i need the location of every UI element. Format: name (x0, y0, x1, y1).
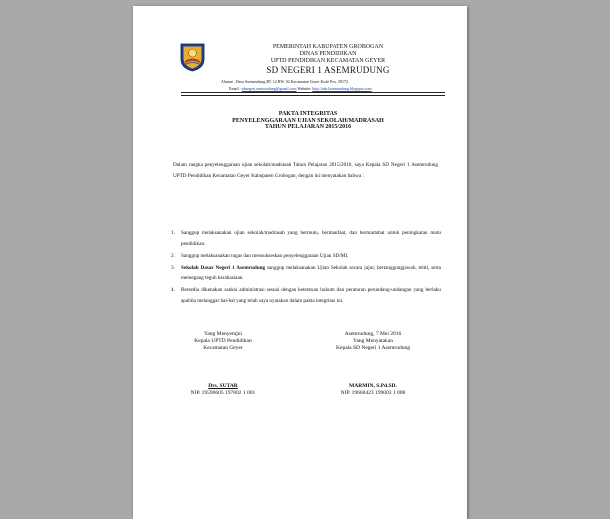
title-line2: PENYELENGGARAAN UJIAN SEKOLAH/MADRASAH (232, 117, 384, 124)
left-sign-line1: Yang Menyetujui (203, 331, 243, 337)
statement-list (171, 228, 441, 308)
document-title (193, 111, 423, 131)
signatory-left (163, 383, 283, 397)
left-sign-line2: Kepala UPTD Pendidikan (194, 338, 252, 344)
list-item-text: Sanggup melaksanakan ujian sekolah/madrasah yang bermutu, bermanfaat, dan bermartabat untuk peningkatan mutu pendidikan. (181, 230, 441, 247)
list-item-number: 2. (171, 252, 175, 259)
website-link[interactable]: http://sdn1asemrudung.blogspot.com (312, 86, 372, 91)
letterhead-rule-thick (181, 92, 445, 93)
title-line1: PAKTA INTEGRITAS (278, 111, 338, 117)
list-item-number: 4. (171, 287, 175, 293)
school-address: Alamat : Desa Asemrudung RT. 12 RW. 02 Kecamatan Geyer Kode Pos. 58172 (221, 79, 348, 84)
document-page (133, 6, 467, 519)
letterhead-line2: DINAS PENDIDIKAN (299, 51, 357, 57)
contact-line (229, 86, 372, 91)
letterhead (213, 44, 443, 76)
school-name: SD NEGERI 1 ASEMRUDUNG (266, 65, 390, 75)
list-item (171, 285, 441, 306)
grobogan-emblem-logo (180, 42, 205, 72)
signature-block-right (313, 331, 433, 352)
list-item (171, 263, 441, 284)
list-item-number: 1. (171, 230, 175, 236)
right-sign-line1: Yang Menyatakan (353, 338, 393, 344)
email-label: Email : (229, 86, 241, 91)
list-item (171, 251, 441, 262)
email-link[interactable]: sdnegeri.asemrudung@gmail.com (241, 86, 297, 91)
letterhead-line3: UPTD PENDIDIKAN KECAMATAN GEYER (270, 58, 386, 64)
list-item-text: Bersedia dikenakan sanksi administrasi sesuai dengan ketentuan hukum dan peraturan perundang-undangan yang berlaku apabila melanggar hal-hal yang telah saya nyatakan dalam pakta integritas ini. (181, 287, 441, 304)
list-item-bold-text: Sekolah Dasar Negeri 1 Asemrudung (181, 264, 266, 271)
list-item-text: sanggup melaksanakan Ujian Sekolah secara jujur, bertanggungjawab, teliti, serta memegang teguh kerahasiaan. (181, 264, 441, 281)
right-signatory-nip: NIP. 19660423 199003 1 008 (340, 390, 406, 396)
signature-block-left (163, 331, 283, 352)
website-label: Website: (297, 86, 312, 91)
left-signatory-nip: NIP. 19590605 197802 1 001 (190, 390, 256, 396)
title-line3: TAHUN PELAJARAN 2015/2016 (264, 124, 352, 130)
list-item-number: 3. (171, 264, 175, 271)
list-item-text: Sanggup melaksanakan tugas dan mensukseskan penyelenggaraan Ujian SD/MI. (181, 252, 349, 259)
left-sign-line3: Kecamatan Geyer (203, 345, 243, 351)
right-signatory-name: MARMIN, S.Pd.SD. (349, 383, 397, 389)
right-sign-line2: Kepala SD Negeri 1 Asemrudung (336, 345, 410, 351)
left-signatory-name: Drs. SUTAR (208, 383, 238, 389)
signatory-right (313, 383, 433, 397)
sign-date: Asemrudung, 7 Mei 2016 (344, 331, 402, 337)
letterhead-rule-thin (181, 95, 445, 96)
intro-paragraph: Dalam rangka penyelenggaraan ujian sekolah/madrasah Tahun Pelajaran 2015/2016, saya Kepala SD Negeri 1 Asemrudung UPTD Pendidikan Kecamatan Geyer Kabupaten Grobogan, dengan ini menyatakan bahwa : (173, 162, 438, 179)
letterhead-line1: PEMERINTAH KABUPATEN GROBOGAN (272, 44, 384, 50)
list-item (171, 228, 441, 249)
